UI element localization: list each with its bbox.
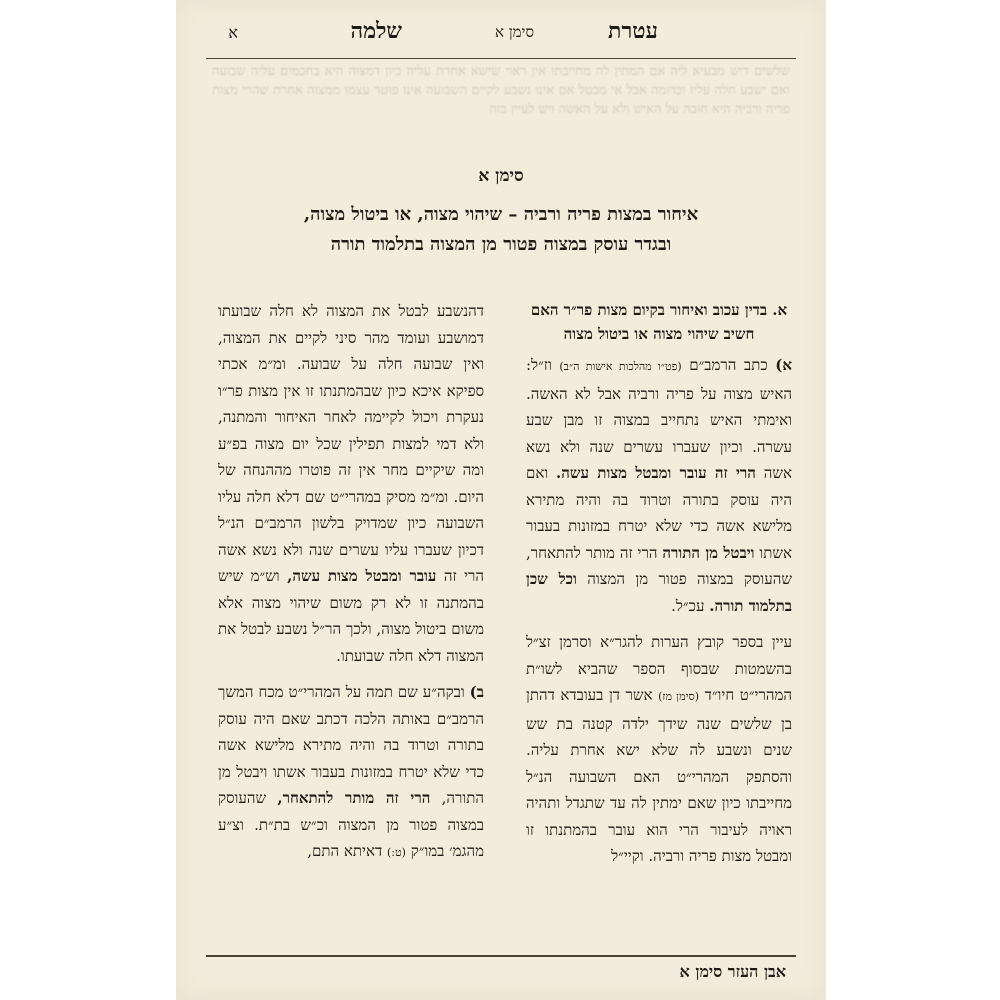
paragraph-marker: א) xyxy=(775,356,792,374)
source-reference: (פט״ו מהלכות אישות ה״ב) xyxy=(559,360,682,373)
text-span: עיין בספר קובץ הערות להגר״א וסרמן זצ״ל בהשמטות שבסוף הספר שהביא לשו״ת המהרי״ט חיו״ד xyxy=(526,633,792,704)
paragraph-d xyxy=(218,679,484,867)
paragraph-a xyxy=(526,352,792,619)
paragraph-marker: ב) xyxy=(469,683,484,701)
bold-text: ויבטל מן התורה xyxy=(662,543,755,562)
header-rule xyxy=(206,58,796,59)
text-span: דאיתא התם, xyxy=(307,842,383,860)
source-reference: (סימן מז) xyxy=(658,690,700,703)
text-span: דהנשבע לבטל את המצוה לא חלה שבועתו דמושבע ועומד מהר סיני לקיים את המצוה, ואין שבועה חלה על שבועה. ומ״מ אכתי ספיקא איכא כיון שבהמתנתו זו אין מצות פר״ו נעקרת ויכול לקיימה לאחר האיחור והמתנה, ולא דמי למצות תפילין שכל יום מצוה בפ״ע ומה שיקיים מחר אין זה פוטרו מההנחה של היום. ומ״מ מסיק במהרי״ט שם דלא חלה עליו השבועה כיון שמדויק בלשון הרמב״ם הנ״ל דכיון שעברו עליו עשרים שנה ולא נשא אשה הרי זה xyxy=(218,302,484,585)
running-head-siman-letter: א xyxy=(228,23,238,42)
page-footer: אבן העזר סימן א xyxy=(679,962,786,981)
text-span: ואם היה עוסק בתורה וטרוד בה והיה מתירא מלישא אשה כדי שלא יטרח במזונות בעבור אשתו xyxy=(526,464,792,562)
paragraph-b xyxy=(526,629,792,870)
book-page xyxy=(176,0,826,1000)
bold-text: הרי זה מותר להתאחר, xyxy=(277,789,431,807)
running-head-title-part1: עטרת xyxy=(608,18,658,44)
text-span: עכ״ל. xyxy=(671,596,705,615)
topic-title-line-1: איחור במצות פריה ורביה – שיהוי מצוה, או ביטול מצוה, xyxy=(303,204,699,225)
text-span: שהעוסק במצוה פטור מן המצוה וכ״ש בת״ת. וצ״ע מהגמ׳ במו״ק xyxy=(218,789,484,860)
bleed-through-text xyxy=(212,62,790,177)
bold-text: עובר ומבטל מצות עשה, xyxy=(287,567,437,585)
paragraph-c xyxy=(218,298,484,669)
right-column xyxy=(526,298,792,950)
section-heading: א. בדין עכוב ואיחור בקיום מצות פר״ר האם חשיב שיהוי מצוה או ביטול מצוה xyxy=(530,301,788,343)
text-span: אשר דן בעובדא דהתן בן שלשים שנה שידך ילדה קטנה בת שש שנים ונשבע לה שלא ישא אחרת עליה. והסתפק המהרי״ט האם השבועה הנ״ל מחייבתו כיון שאם ימתין לה עד שתגדל ותהיה ראויה לעיבור הרי הוא עובר בהמתנתו זו ומבטל מצות פריה ורביה. וקיי״ל xyxy=(526,686,792,865)
source-reference: (ט:) xyxy=(387,846,406,859)
topic-title xyxy=(216,200,786,260)
topic-title-line-2: ובגדר עוסק במצוה פטור מן המצוה בתלמוד תורה xyxy=(330,234,672,255)
bold-text: וכל שכן בתלמוד תורה. xyxy=(526,570,792,615)
running-head-siman: סימן א xyxy=(495,23,534,41)
text-span: הרי זה מותר להתאחר, שהעוסק במצוה פטור מן המצוה xyxy=(526,543,792,588)
text-span: כתב הרמב״ם xyxy=(689,356,768,374)
text-span: וז״ל: האיש מצוה על פריה ורביה אבל לא האשה. ואימתי האיש נתחייב במצוה זו מבן שבע עשרה. וכיון שעברו עשרים שנה ולא נשא אשה xyxy=(526,356,792,482)
bold-text: הרי זה עובר ומבטל מצות עשה. xyxy=(556,464,756,482)
running-head xyxy=(176,14,826,50)
text-span: וש״מ שיש בהמתנה זו לא רק משום שיהוי מצוה אלא משום ביטול מצוה, ולכך הר״ל נשבע לבטל את המצוה דלא חלה שבועתו. xyxy=(218,567,484,665)
siman-heading: סימן א xyxy=(478,166,524,186)
footer-rule xyxy=(206,955,796,957)
left-column xyxy=(218,298,484,950)
bleed-through-paragraph: שלשים דיש מבעיא ליה אם המתין לה מחייבתו אין ראוי שישא אחרת עליה כיון דמצוה היא בחכמים עליה שבועה ואם ישבע חלה עליו וכדומה אבל אי מבטל אם אינו נשבע לקיים השבועה אינו פוטר עצמו ממצוה אחרת שהרי מצות פריה ורביה היא חובה על האיש ולא על האשה ויש לעיין בזה xyxy=(212,64,790,117)
text-span: ובקה״ע שם תמה על המהרי״ט מכח המשך הרמב״ם באותה הלכה דכתב שאם היה עוסק בתורה וטרוד בה והיה מתירא מלישא אשה כדי שלא יטרח במזונות בעבור אשתו ויבטל מן התורה, xyxy=(218,683,484,807)
running-head-title-part2: שלמה xyxy=(350,18,402,44)
